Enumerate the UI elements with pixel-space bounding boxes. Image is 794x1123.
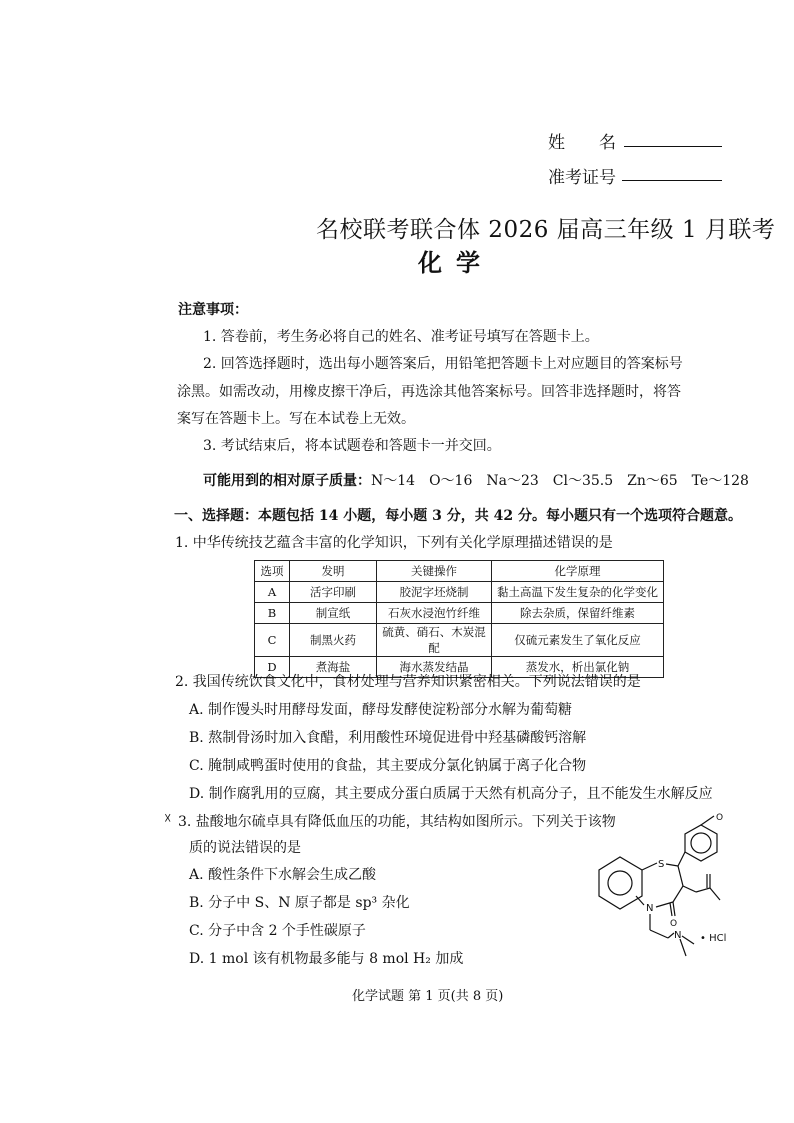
bond-line [673,886,683,902]
notice-item: 案写在答题卡上。写在本试卷上无效。 [177,411,415,427]
bond-line [682,936,694,944]
notice-item: 3. 考试结束后，将本试题卷和答题卡一并交回。 [203,438,501,454]
q2-option-a: A. 制作馒头时用酵母发面，酵母发酵使淀粉部分水解为葡萄糖 [189,702,573,718]
q3-stem-line2: 质的说法错误的是 [189,840,301,856]
atom-label: N [674,930,682,941]
bond-line [696,888,710,892]
notice-item: 涂黑。如需改动，用橡皮擦干净后，再选涂其他答案标号。回答非选择题时，将答 [177,384,681,400]
aromatic-circle [608,871,632,895]
aromatic-circle [691,833,711,853]
atom-label: O [716,813,724,823]
table-cell: C [255,624,290,657]
q3-option-d: D. 1 mol 该有机物最多能与 8 mol H₂ 加成 [189,951,464,967]
bond-line [678,852,685,866]
notice-item: 1. 答卷前，考生务必将自己的姓名、准考证号填写在答题卡上。 [203,329,599,345]
q3-option-c: C. 分子中含 2 个手性碳原子 [189,923,366,939]
bond-line [680,939,686,956]
table-cell: 蒸发水，析出氯化钠 [492,657,664,678]
table-cell: 除去杂质，保留纤维素 [492,603,664,624]
molecular-structure-diagram [586,808,746,966]
table-row [255,582,664,603]
q3-stem-line1: 3. 盐酸地尔硫卓具有降低血压的功能，其结构如图所示。下列关于该物 [178,814,616,830]
table-cell: 煮海盐 [290,657,377,678]
benzo-ring [599,857,642,909]
q2-option-c: C. 腌制咸鸭蛋时使用的食盐，其主要成分氯化钠属于离子化合物 [189,758,587,774]
q3-option-b: B. 分子中 S、N 原子都是 sp³ 杂化 [189,895,410,911]
table-cell: 仅硫元素发生了氧化反应 [492,624,664,657]
table-cell: 黏土高温下发生复杂的化学变化 [492,582,664,603]
table-cell: 海水蒸发结晶 [377,657,492,678]
q3-option-a: A. 酸性条件下水解会生成乙酸 [189,867,377,883]
q1-stem: 1. 中华传统技艺蕴含丰富的化学知识，下列有关化学原理描述错误的是 [175,535,613,551]
table-cell: 胶泥字坯烧制 [377,582,492,603]
bond-line [642,863,657,870]
table-cell: 制黑火药 [290,624,377,657]
table-header-cell: 关键操作 [377,561,492,582]
section-heading: 一、选择题：本题包括 14 小题，每小题 3 分，共 42 分。每小题只有一个选项符合题意。 [174,508,742,524]
table-header-cell: 发明 [290,561,377,582]
q2-stem: 2. 我国传统饮食文化中，食材处理与营养知识紧密相关。下列说法错误的是 [175,674,641,690]
bond-line [701,816,714,825]
name-field[interactable] [624,146,722,147]
salt-label: • HCl [700,933,727,944]
subject-title: 化学 [418,248,494,277]
bond-line [683,886,696,892]
table-row [255,603,664,624]
q2-option-b: B. 熬制骨汤时加入食醋，利用酸性环境促进骨中羟基磷酸钙溶解 [189,730,587,746]
table-cell: A [255,582,290,603]
atomic-masses-label: 可能用到的相对原子质量： [203,473,371,489]
table-header-row [255,561,664,582]
notice-heading: 注意事项： [178,302,248,318]
atom-label: O [670,919,678,929]
q3-mark: ☓ [164,811,172,827]
atom-label: S [658,859,665,870]
table-cell: 石灰水浸泡竹纤维 [377,603,492,624]
table-header-cell: 选项 [255,561,290,582]
exam-id-field[interactable] [622,180,722,181]
bond-line [666,864,678,866]
exam-id-label: 准考证号 [548,168,616,188]
phenyl-ring [685,825,717,861]
table-cell: D [255,657,290,678]
notice-item: 2. 回答选择题时，选出每小题答案后，用铅笔把答题卡上对应题目的答案标号 [203,356,683,372]
table-row [255,624,664,657]
page-footer: 化学试题 第 1 页(共 8 页) [352,989,504,1004]
q1-table [254,560,664,678]
bond-line [673,902,675,916]
table-cell: B [255,603,290,624]
atom-label: N [646,903,654,914]
bond-line [710,888,720,900]
bond-line [670,903,672,916]
name-label: 姓 名 [548,133,616,153]
table-cell: 制宣纸 [290,603,377,624]
atomic-masses-values: N～14 O～16 Na～23 Cl～35.5 Zn～65 Te～128 [371,473,749,489]
atomic-masses [203,470,749,490]
table-cell: 硫黄、硝石、木炭混配 [377,624,492,657]
table-header-cell: 化学原理 [492,561,664,582]
table-cell: 活字印刷 [290,582,377,603]
exam-title: 名校联考联合体 2026 届高三年级 1 月联考 [316,217,776,243]
bond-line [678,866,683,886]
bond-line [650,930,668,938]
q2-option-d: D. 制作腐乳用的豆腐，其主要成分蛋白质属于天然有机高分子，且不能发生水解反应 [189,786,713,802]
